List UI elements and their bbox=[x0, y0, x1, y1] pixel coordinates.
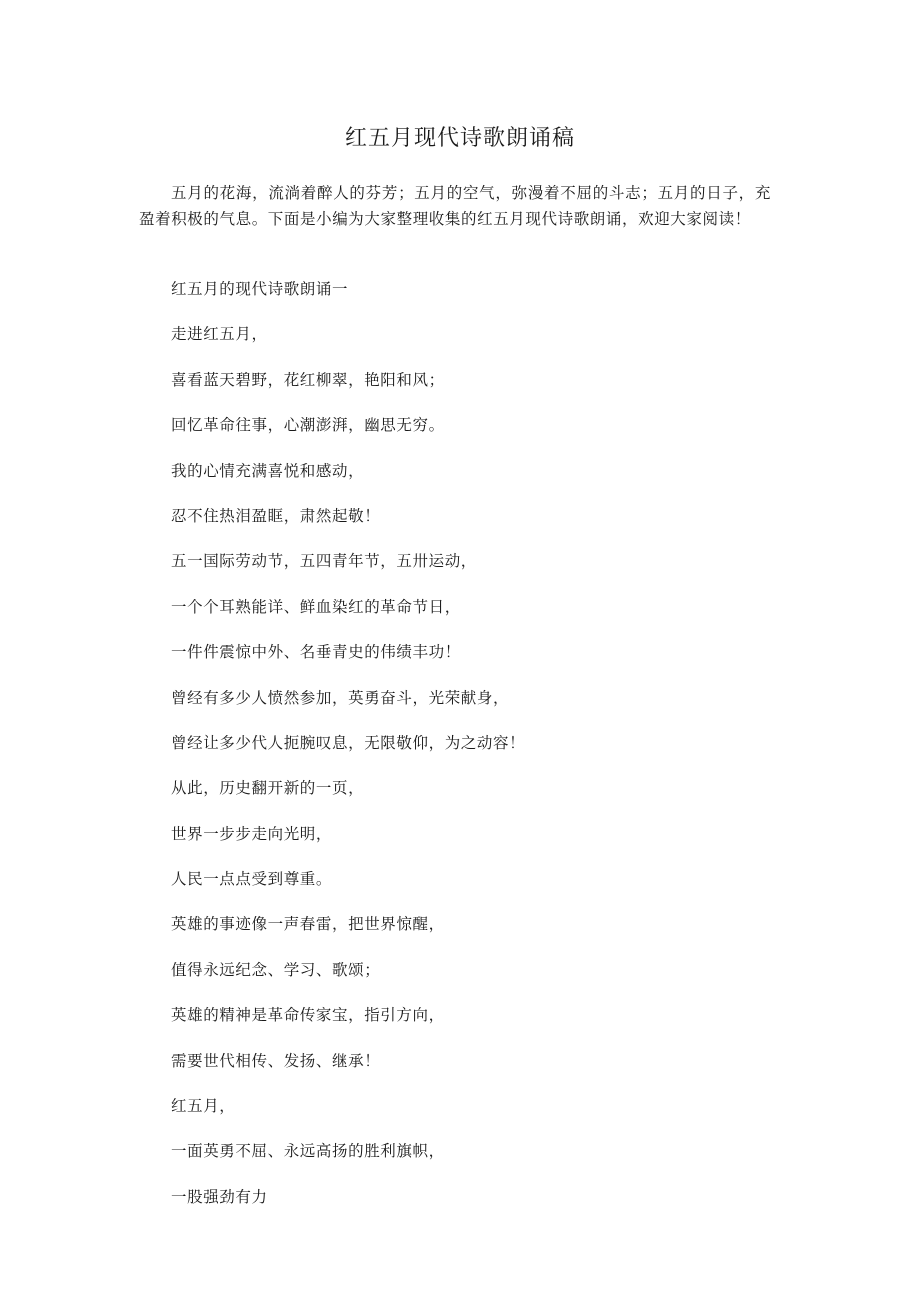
poem-line: 一件件震惊中外、名垂青史的伟绩丰功！ bbox=[171, 643, 461, 662]
poem-line: 五一国际劳动节，五四青年节，五卅运动， bbox=[171, 552, 477, 571]
poem-line: 曾经让多少代人扼腕叹息，无限敬仰，为之动容！ bbox=[171, 733, 526, 752]
poem-line: 人民一点点受到尊重。 bbox=[171, 870, 333, 889]
poem-line: 回忆革命往事，心潮澎湃，幽思无穷。 bbox=[171, 416, 445, 435]
poem-lines bbox=[171, 277, 771, 1230]
poem-line: 需要世代相传、发扬、继承！ bbox=[171, 1051, 381, 1070]
document-title: 红五月现代诗歌朗诵稿 bbox=[344, 126, 575, 151]
poem-line: 我的心情充满喜悦和感动， bbox=[171, 461, 365, 480]
poem-line: 从此，历史翻开新的一页， bbox=[171, 779, 365, 798]
poem-line: 值得永远纪念、学习、歌颂； bbox=[171, 960, 381, 979]
intro-paragraph: 五月的花海，流淌着醉人的芬芳；五月的空气，弥漫着不屈的斗志；五月的日子，充盈着积极的气息。下面是小编为大家整理收集的红五月现代诗歌朗诵，欢迎大家阅读！ bbox=[139, 184, 771, 228]
poem-line: 走进红五月， bbox=[171, 325, 268, 344]
poem-line: 一个个耳熟能详、鲜血染红的革命节日， bbox=[171, 597, 461, 616]
poem-line: 一股强劲有力 bbox=[171, 1187, 268, 1206]
poem-line: 英雄的精神是革命传家宝，指引方向， bbox=[171, 1006, 445, 1025]
poem-line: 英雄的事迹像一声春雷，把世界惊醒， bbox=[171, 915, 445, 934]
poem-line: 忍不住热泪盈眶，肃然起敬！ bbox=[171, 506, 381, 525]
poem-line: 喜看蓝天碧野，花红柳翠，艳阳和风； bbox=[171, 370, 445, 389]
poem-line: 红五月， bbox=[171, 1097, 236, 1116]
poem-line: 一面英勇不屈、永远高扬的胜利旗帜， bbox=[171, 1142, 445, 1161]
poem-line: 世界一步步走向光明， bbox=[171, 824, 333, 843]
poem-line: 曾经有多少人愤然参加，英勇奋斗，光荣献身， bbox=[171, 688, 510, 707]
section-heading: 红五月的现代诗歌朗诵一 bbox=[171, 280, 349, 298]
